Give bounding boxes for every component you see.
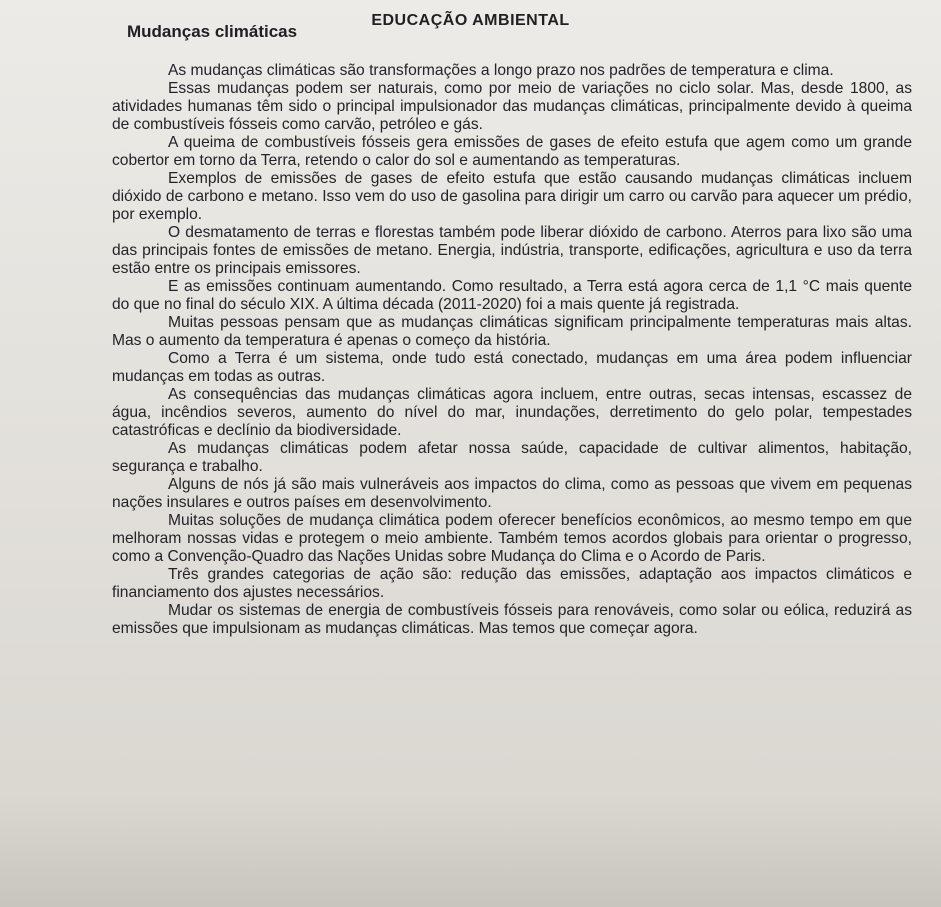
paragraph: As mudanças climáticas são transformações a longo prazo nos padrões de temperatura e clima.: [168, 62, 834, 79]
paragraph: E as emissões continuam aumentando. Como resultado, a Terra está agora cerca de 1,1 °C mais quente do que no final do século XIX. A última década (2011-2020) foi a mais quente já registrada.: [112, 278, 912, 313]
paragraph: Essas mudanças podem ser naturais, como por meio de variações no ciclo solar. Mas, desde 1800, as atividades humanas têm sido o principal impulsionador das mudanças climáticas, principalmente devido à queima de combustíveis fósseis como carvão, petróleo e gás.: [112, 80, 912, 133]
paragraph: Mudar os sistemas de energia de combustíveis fósseis para renováveis, como solar ou eólica, reduzirá as emissões que impulsionam as mudanças climáticas. Mas temos que começar agora.: [112, 602, 912, 637]
paragraph: As consequências das mudanças climáticas agora incluem, entre outras, secas intensas, escassez de água, incêndios severos, aumento do nível do mar, inundações, derretimento do gelo polar, tempestades catastróficas e declínio da biodiversidade.: [112, 386, 912, 439]
page-shadow: [0, 797, 941, 907]
paragraph: A queima de combustíveis fósseis gera emissões de gases de efeito estufa que agem como um grande cobertor em torno da Terra, retendo o calor do sol e aumentando as temperaturas.: [112, 134, 912, 169]
paragraph: Muitas pessoas pensam que as mudanças climáticas significam principalmente temperaturas mais altas. Mas o aumento da temperatura é apenas o começo da história.: [112, 314, 912, 349]
paragraph: O desmatamento de terras e florestas também pode liberar dióxido de carbono. Aterros para lixo são uma das principais fontes de emissões de metano. Energia, indústria, transporte, edificações, agricultura e uso da terra estão entre os principais emissores.: [112, 224, 912, 277]
paragraph: Exemplos de emissões de gases de efeito estufa que estão causando mudanças climáticas incluem dióxido de carbono e metano. Isso vem do uso de gasolina para dirigir um carro ou carvão para aquecer um prédio, por exemplo.: [112, 170, 912, 223]
paragraph: As mudanças climáticas podem afetar nossa saúde, capacidade de cultivar alimentos, habitação, segurança e trabalho.: [112, 440, 912, 475]
paragraph: Muitas soluções de mudança climática podem oferecer benefícios econômicos, ao mesmo tempo em que melhoram nossas vidas e protegem o meio ambiente. Também temos acordos globais para orientar o progresso, como a Convenção-Quadro das Nações Unidas sobre Mudança do Clima e o Acordo de Paris.: [112, 512, 912, 565]
paragraph: Alguns de nós já são mais vulneráveis aos impactos do clima, como as pessoas que vivem em pequenas nações insulares e outros países em desenvolvimento.: [112, 476, 912, 511]
document-header: EDUCAÇÃO AMBIENTAL: [371, 12, 570, 29]
document-body: [112, 62, 912, 638]
paragraph: Como a Terra é um sistema, onde tudo está conectado, mudanças em uma área podem influenciar mudanças em todas as outras.: [112, 350, 912, 385]
paragraph: Três grandes categorias de ação são: redução das emissões, adaptação aos impactos climáticos e financiamento dos ajustes necessários.: [112, 566, 912, 601]
document-title: Mudanças climáticas: [127, 22, 298, 41]
